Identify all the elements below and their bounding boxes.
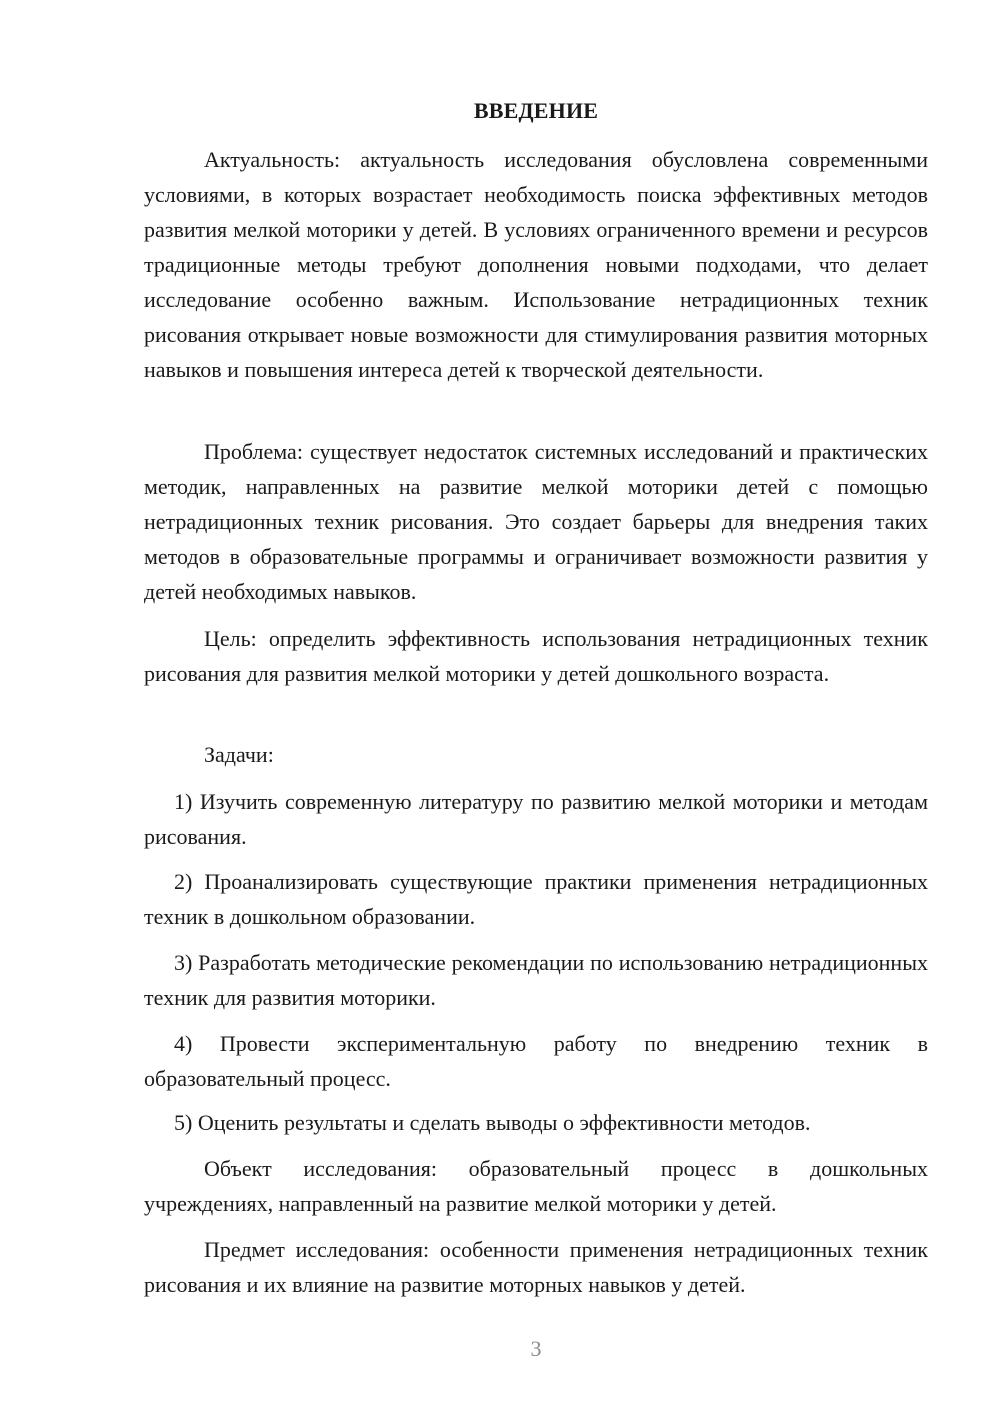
document-page [144, 0, 928, 1414]
subject-paragraph: Предмет исследования: особенности применения нетрадиционных техник рисования и их влияние на развитие моторных навыков у детей. [144, 1237, 928, 1297]
goal-paragraph: Цель: определить эффективность использования нетрадиционных техник рисования для развития мелкой моторики у детей дошкольного возраста. [144, 626, 928, 686]
object-paragraph: Объект исследования: образовательный процесс в дошкольных учреждениях, направленный на развитие мелкой моторики у детей. [144, 1156, 928, 1216]
task-item-2: 2) Проанализировать существующие практики применения нетрадиционных техник в дошкольном образовании. [144, 869, 928, 929]
relevance-paragraph: Актуальность: актуальность исследования обусловлена современными условиями, в которых возрастает необходимость поиска эффективных методов развития мелкой моторики у детей. В условиях ограниченного времени и ресурсов традиционные методы требуют дополнения новыми подходами, что делает исследование особенно важным. Использование нетрадиционных техник рисования открывает новые возможности для стимулирования развития моторных навыков и повышения интереса детей к творческой деятельности. [144, 147, 928, 382]
problem-paragraph: Проблема: существует недостаток системных исследований и практических методик, направленных на развитие мелкой моторики детей с помощью нетрадиционных техник рисования. Это создает барьеры для внедрения таких методов в образовательные программы и ограничивает возможности развития у детей необходимых навыков. [144, 439, 928, 604]
tasks-heading: Задачи: [204, 742, 274, 767]
section-title: ВВЕДЕНИЕ [473, 98, 599, 123]
task-item-3: 3) Разработать методические рекомендации по использованию нетрадиционных техник для развития моторики. [144, 950, 928, 1010]
page-number: 3 [530, 1336, 542, 1361]
task-item-4: 4) Провести экспериментальную работу по внедрению техник в образовательный процесс. [144, 1031, 928, 1091]
task-item-5: 5) Оценить результаты и сделать выводы о эффективности методов. [174, 1110, 811, 1135]
task-item-1: 1) Изучить современную литературу по развитию мелкой моторики и методам рисования. [144, 789, 928, 849]
